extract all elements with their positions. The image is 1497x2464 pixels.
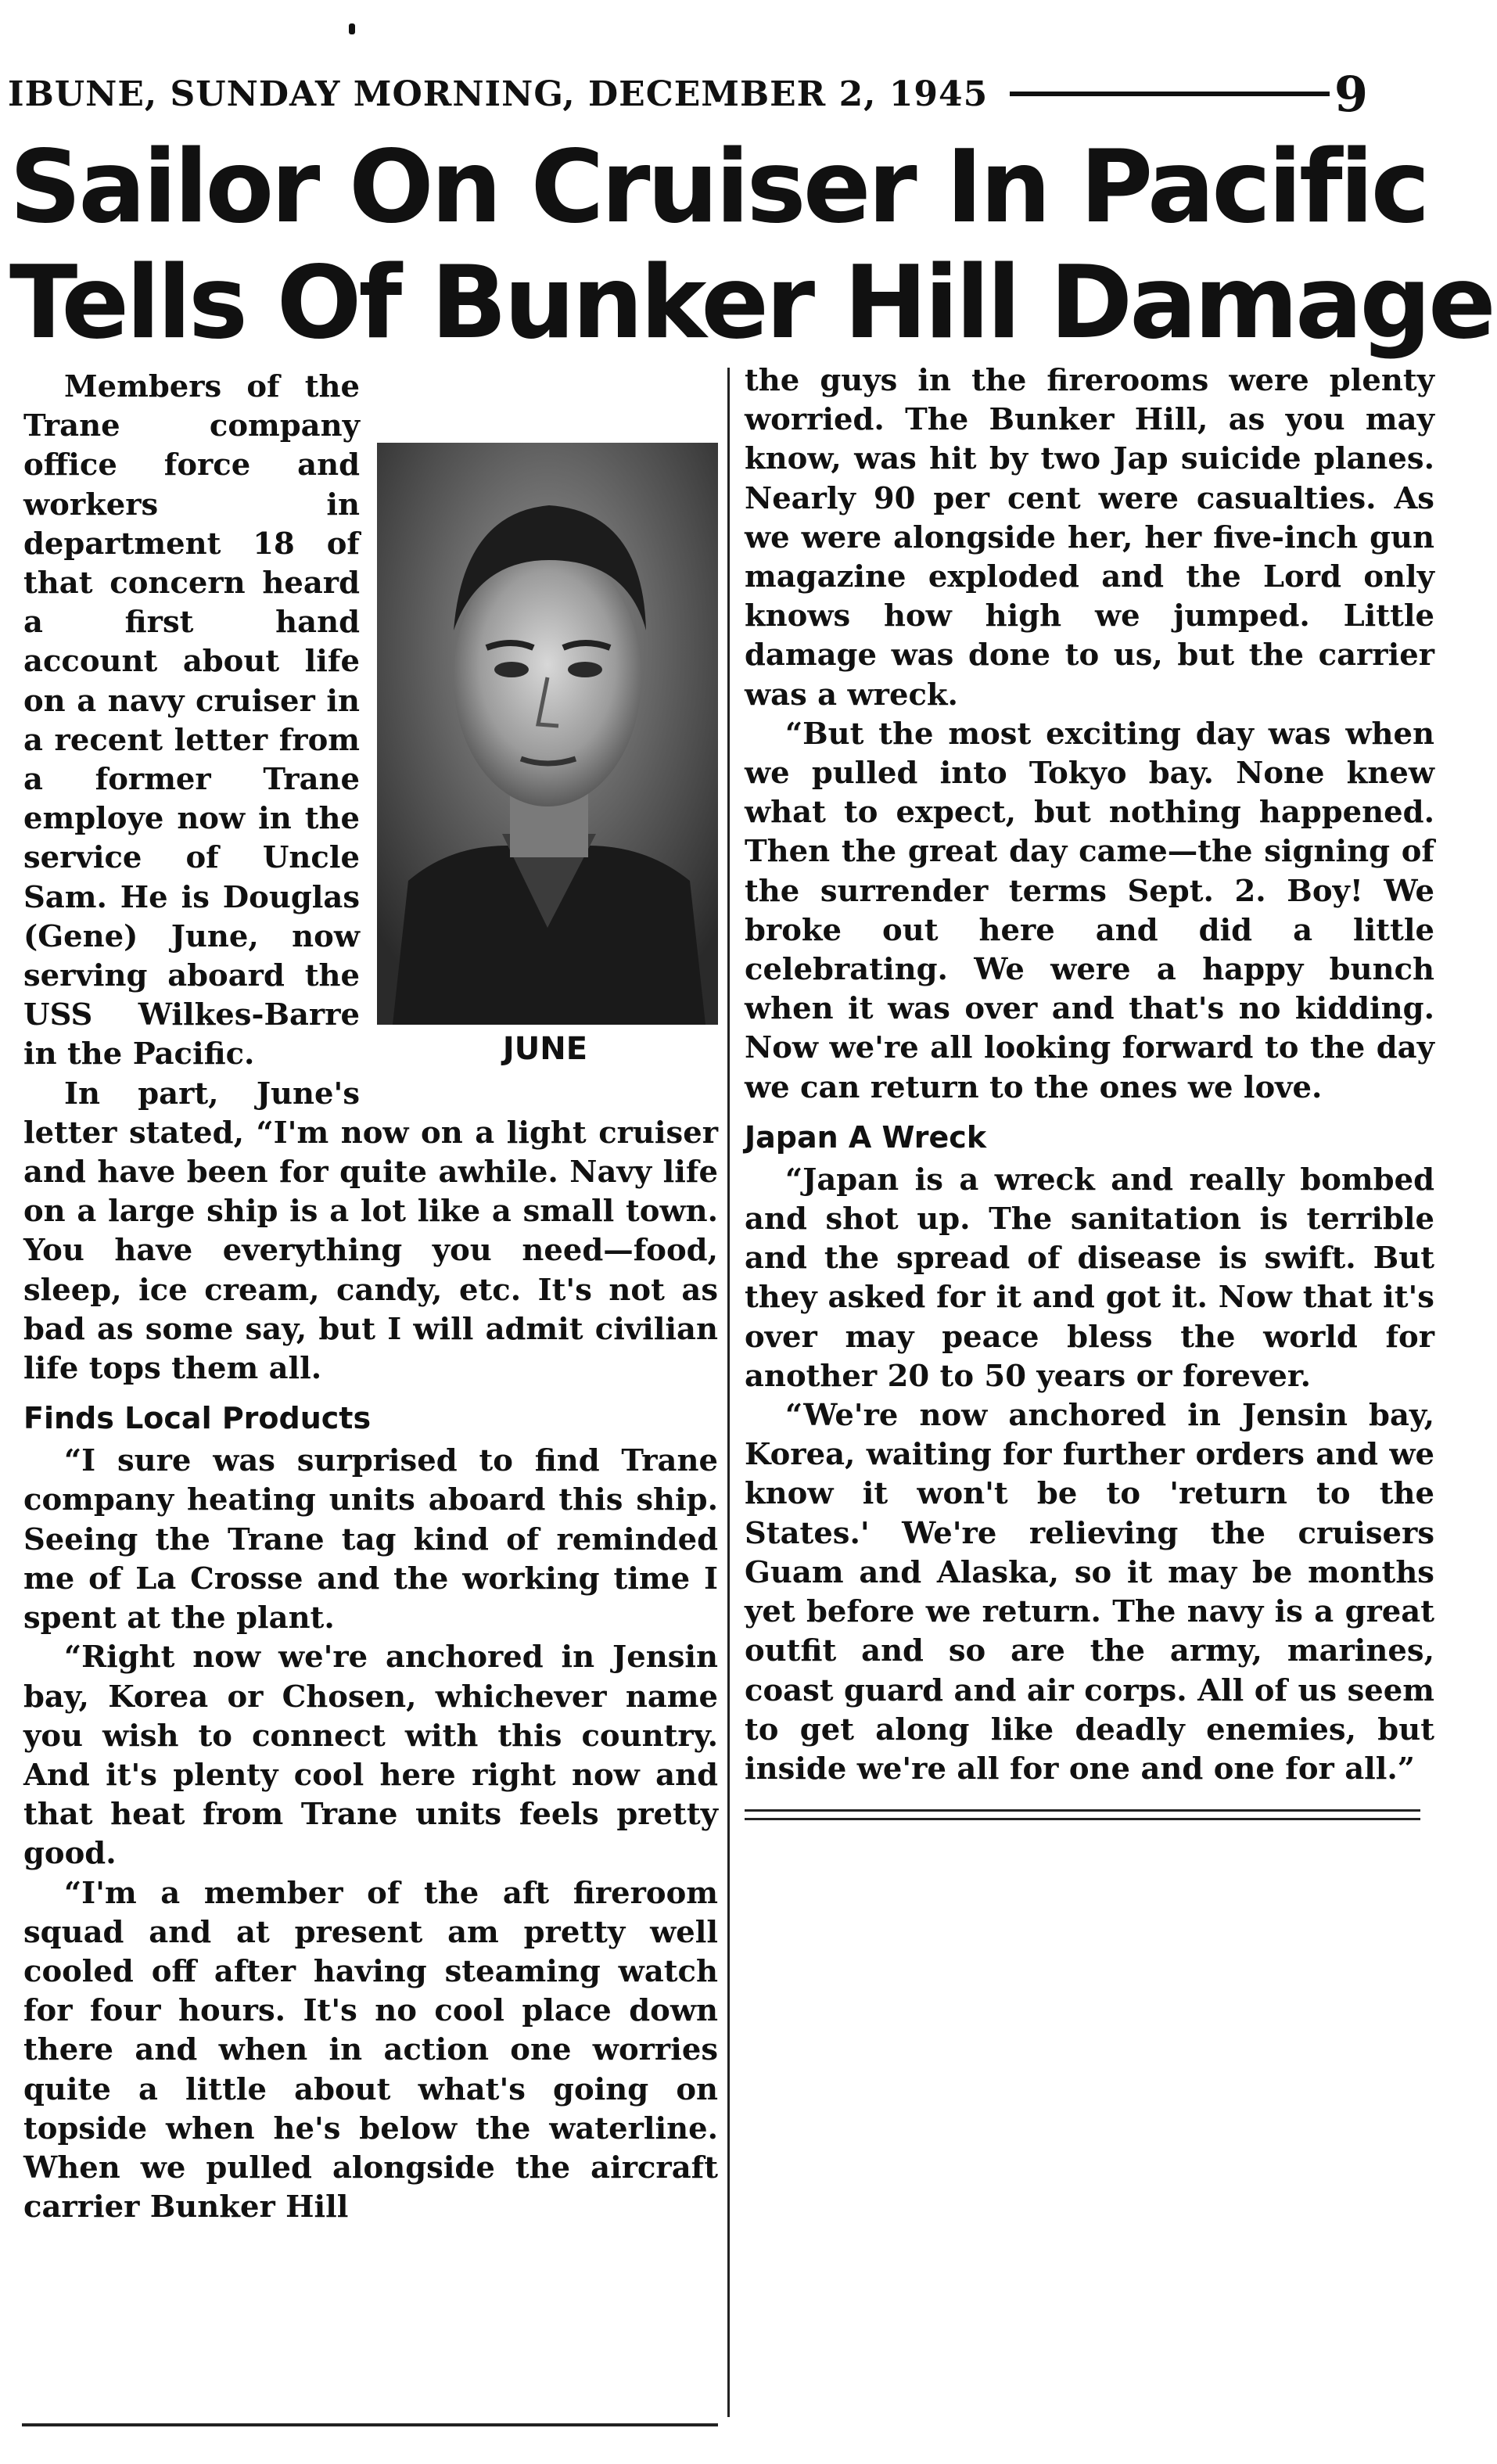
portrait-photo bbox=[377, 443, 718, 1025]
headline bbox=[9, 129, 1493, 361]
paragraph-3: “I sure was surprised to find Trane company heating units aboard this ship. Seeing the Trane tag kind of reminded me of La Crosse and the working time I spent at the plant. bbox=[23, 1443, 718, 1636]
portrait-caption: JUNE bbox=[502, 1031, 588, 1067]
column-divider bbox=[727, 368, 730, 2417]
paragraph-9: “We're now anchored in Jensin bay, Korea, waiting for further orders and we know it won't be to 'return to the States.' We're relieving the cruisers Guam and Alaska, so it may be months yet before we return. The navy is a great outfit and so are the army, marines, coast guard and air corps. All of us seem to get along like deadly enemies, but inside we're all for one and one for all.” bbox=[745, 1398, 1434, 1787]
paragraph-6: the guys in the firerooms were plenty worried. The Bunker Hill, as you may know, was hit by two Jap suicide planes. Nearly 90 per cent were casualties. As we were alongside her, her five-inch gun magazine exploded and the Lord only knows how high we jumped. Little damage was done to us, but the carrier was a wreck. bbox=[745, 363, 1434, 713]
paragraph-8: “Japan is a wreck and really bombed and shot up. The sanitation is terrible and the spread of disease is swift. But they asked for it and got it. Now that it's over may peace bless the world for another 20 to 50 years or forever. bbox=[745, 1162, 1434, 1394]
paragraph-7: “But the most exciting day was when we pulled into Tokyo bay. None knew what to expect, but nothing happened. Then the great day came—the signing of the surrender terms Sept. 2. Boy! We broke out here and did a little celebrating. We were a happy bunch when it was over and that's no kidding. Now we're all looking forward to the day we can return to the ones we love. bbox=[745, 716, 1434, 1105]
portrait bbox=[372, 443, 718, 1070]
portrait-image bbox=[377, 443, 718, 1025]
masthead-rule bbox=[1010, 92, 1330, 96]
article-column-right bbox=[745, 361, 1434, 1820]
bottom-rule bbox=[22, 2423, 718, 2426]
paragraph-5: “I'm a member of the aft fireroom squad and at present am pretty well cooled off after having steaming watch for four hours. It's no cool place down there and when in action one worries quite a little about what's going on topside when he's below the waterline. When we pulled alongside the aircraft carrier Bunker Hill bbox=[23, 1875, 718, 2225]
article-end-rule bbox=[745, 1809, 1420, 1820]
paragraph-1: Members of the Trane company office force and workers in department 18 of that concern heard a first hand account about life on a navy cruiser in a recent letter from a former Trane employe now in the service of Uncle Sam. He is Douglas (Gene) June, now serving aboard the USS Wilkes-Barre in the Pacific. bbox=[23, 369, 360, 1072]
masthead-text: IBUNE, SUNDAY MORNING, DECEMBER 2, 1945 bbox=[8, 74, 989, 114]
headline-line-1: Sailor On Cruiser In Pacific bbox=[9, 129, 1427, 246]
subheading-finds-local-products: Finds Local Products bbox=[23, 1401, 372, 1436]
headline-line-2: Tells Of Bunker Hill Damage bbox=[9, 245, 1493, 361]
article-column-left bbox=[23, 368, 718, 2227]
paragraph-4: “Right now we're anchored in Jensin bay, Korea or Chosen, whichever name you wish to connect with this country. And it's plenty cool here right now and that heat from Trane units feels pretty good. bbox=[23, 1640, 718, 1872]
paragraph-2: In part, June's letter stated, “I'm now on a light cruiser and have been for quite awhile. Navy life on a large ship is a lot like a small town. You have everything you need—food, sleep, ice cream, candy, etc. It's not as bad as some say, but I will admit civilian life tops them all. bbox=[23, 1076, 718, 1387]
subheading-japan-a-wreck: Japan A Wreck bbox=[745, 1119, 987, 1155]
ink-speck bbox=[349, 23, 355, 34]
masthead bbox=[8, 65, 1369, 123]
page-number: 9 bbox=[1334, 65, 1369, 123]
